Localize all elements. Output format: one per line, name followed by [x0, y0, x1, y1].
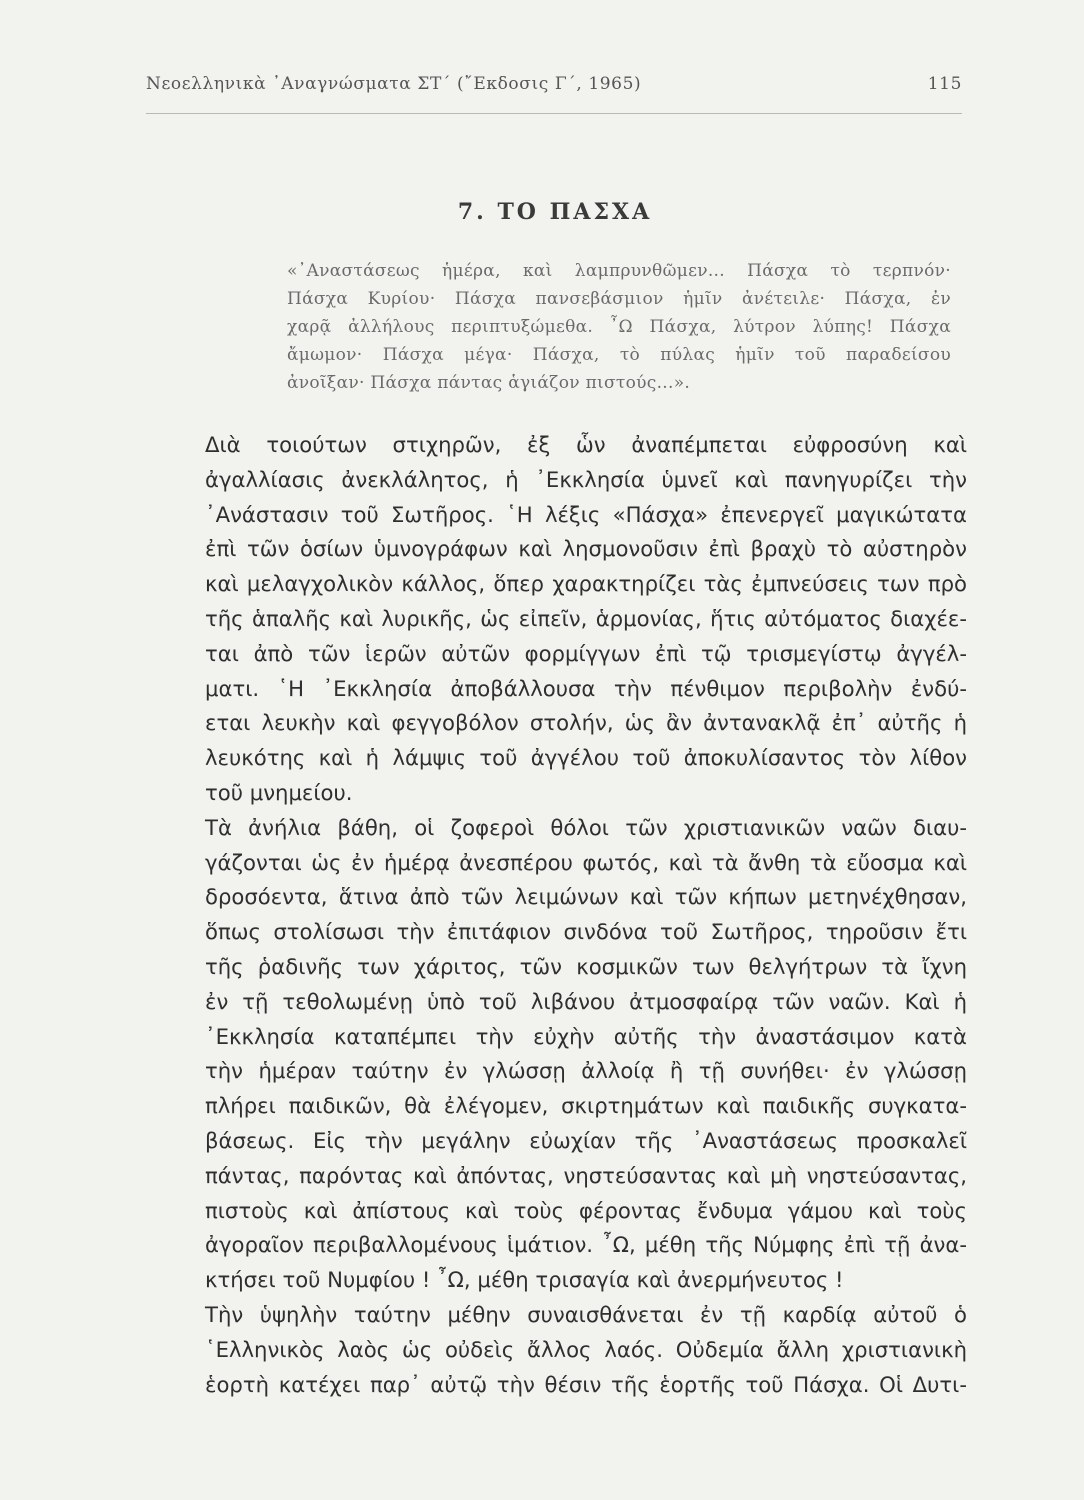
- body-line: ᾿Ανάστασιν τοῦ Σωτῆρος. ῾Η λέξις «Πάσχα» ἐπενεργεῖ μαγικώτατα: [205, 501, 967, 527]
- body-line: Διὰ τοιούτων στιχηρῶν, ἐξ ὧν ἀναπέμπεται εὐφροσύνη καὶ: [205, 432, 967, 457]
- body-line: πλήρει παιδικῶν, θὰ ἐλέγομεν, σκιρτημάτων καὶ παιδικῆς συγκατα-: [205, 1093, 967, 1119]
- body-line: ἐπὶ τῶν ὁσίων ὑμνογράφων καὶ λησμονοῦσιν ἐπὶ βραχὺ τὸ αὐστηρὸν: [205, 536, 967, 562]
- chapter-title: 7. ΤΟ ΠΑΣΧΑ: [457, 199, 653, 225]
- body-line: ἐν τῇ τεθολωμένῃ ὑπὸ τοῦ λιβάνου ἀτμοσφαίρᾳ τῶν ναῶν. Καὶ ἡ: [205, 988, 967, 1014]
- page-number: 115: [927, 74, 962, 94]
- epigraph-line: «᾿Αναστάσεως ἡμέρα, καὶ λαμπρυνθῶμεν... Πάσχα τὸ τερπνόν·: [287, 261, 951, 281]
- epigraph-line: χαρᾷ ἀλλήλους περιπτυξώμεθα. ῏Ω Πάσχα, λύτρον λύπης! Πάσχα: [287, 317, 951, 337]
- body-line: δροσόεντα, ἅτινα ἀπὸ τῶν λειμώνων καὶ τῶν κήπων μετηνέχθησαν,: [205, 884, 967, 910]
- epigraph-quote: [287, 257, 951, 397]
- body-line: λευκότης καὶ ἡ λάμψις τοῦ ἀγγέλου τοῦ ἀποκυλίσαντος τὸν λίθον: [205, 745, 967, 771]
- body-line: Τὴν ὑψηλὴν ταύτην μέθην συναισθάνεται ἐν τῇ καρδίᾳ αὐτοῦ ὁ: [205, 1301, 967, 1327]
- body-line: καὶ μελαγχολικὸν κάλλος, ὅπερ χαρακτηρίζει τὰς ἐμπνεύσεις των πρὸ: [205, 571, 967, 597]
- body-line: ᾿Εκκλησία καταπέμπει τὴν εὐχὴν αὐτῆς τὴν ἀναστάσιμον κατὰ: [205, 1023, 967, 1049]
- body-text: [205, 428, 967, 1402]
- body-line: κτήσει τοῦ Νυμφίου ! ῏Ω, μέθη τρισαγία καὶ ἀνερμήνευτος !: [205, 1267, 844, 1293]
- running-header-title: Νεοελληνικὰ ᾿Αναγνώσματα ΣΤ΄ (῎Εκδοσις Γ΄, 1965): [146, 74, 642, 94]
- header-divider: [146, 113, 962, 114]
- body-line: εται λευκὴν καὶ φεγγοβόλον στολήν, ὡς ἂν ἀντανακλᾷ ἐπ᾿ αὐτῆς ἡ: [205, 710, 967, 736]
- running-header: [146, 74, 962, 104]
- body-line: πιστοὺς καὶ ἀπίστους καὶ τοὺς φέροντας ἔνδυμα γάμου καὶ τοὺς: [205, 1197, 967, 1223]
- body-line: ἀγοραῖον περιβαλλομένους ἱμάτιον. ῏Ω, μέθη τῆς Νύμφης ἐπὶ τῇ ἀνα-: [205, 1232, 967, 1258]
- body-line: τοῦ μνημείου.: [205, 779, 353, 805]
- body-line: τῆς ἁπαλῆς καὶ λυρικῆς, ὡς εἰπεῖν, ἁρμονίας, ἥτις αὐτόματος διαχέε-: [205, 605, 967, 631]
- body-line: ται ἀπὸ τῶν ἱερῶν αὐτῶν φορμίγγων ἐπὶ τῷ τρισμεγίστῳ ἀγγέλ-: [205, 640, 967, 666]
- body-line: ἑορτὴ κατέχει παρ᾿ αὐτῷ τὴν θέσιν τῆς ἑορτῆς τοῦ Πάσχα. Οἱ Δυτι-: [205, 1371, 967, 1397]
- body-line: τῆς ῥαδινῆς των χάριτος, τῶν κοσμικῶν των θελγήτρων τὰ ἴχνη: [205, 953, 967, 979]
- body-line: ἀγαλλίασις ἀνεκλάλητος, ἡ ᾿Εκκλησία ὑμνεῖ καὶ πανηγυρίζει τὴν: [205, 466, 967, 492]
- epigraph-line: Πάσχα Κυρίου· Πάσχα πανσεβάσμιον ἡμῖν ἀνέτειλε· Πάσχα, ἐν: [287, 289, 951, 309]
- body-line: βάσεως. Εἰς τὴν μεγάλην εὐωχίαν τῆς ᾿Αναστάσεως προσκαλεῖ: [205, 1127, 967, 1153]
- body-line: πάντας, παρόντας καὶ ἀπόντας, νηστεύσαντας καὶ μὴ νηστεύσαντας,: [205, 1162, 967, 1188]
- epigraph-line: ἄμωμον· Πάσχα μέγα· Πάσχα, τὸ πύλας ἡμῖν τοῦ παραδείσου: [287, 345, 951, 365]
- body-line: ῾Ελληνικὸς λαὸς ὡς οὐδεὶς ἄλλος λαός. Οὐδεμία ἄλλη χριστιανικὴ: [205, 1336, 967, 1362]
- body-line: Τὰ ἀνήλια βάθη, οἱ ζοφεροὶ θόλοι τῶν χριστιανικῶν ναῶν διαυ-: [205, 814, 967, 840]
- body-line: γάζονται ὡς ἐν ἡμέρᾳ ἀνεσπέρου φωτός, καὶ τὰ ἄνθη τὰ εὔοσμα καὶ: [205, 849, 967, 875]
- body-line: ματι. ῾Η ᾿Εκκλησία ἀποβάλλουσα τὴν πένθιμον περιβολὴν ἐνδύ-: [205, 675, 967, 701]
- body-line: ὅπως στολίσωσι τὴν ἐπιτάφιον σινδόνα τοῦ Σωτῆρος, τηροῦσιν ἔτι: [205, 919, 967, 945]
- epigraph-line: ἀνοῖξαν· Πάσχα πάντας ἁγιάζον πιστούς...».: [287, 373, 691, 393]
- body-line: τὴν ἡμέραν ταύτην ἐν γλώσσῃ ἀλλοίᾳ ἢ τῇ συνήθει· ἐν γλώσσῃ: [205, 1058, 967, 1084]
